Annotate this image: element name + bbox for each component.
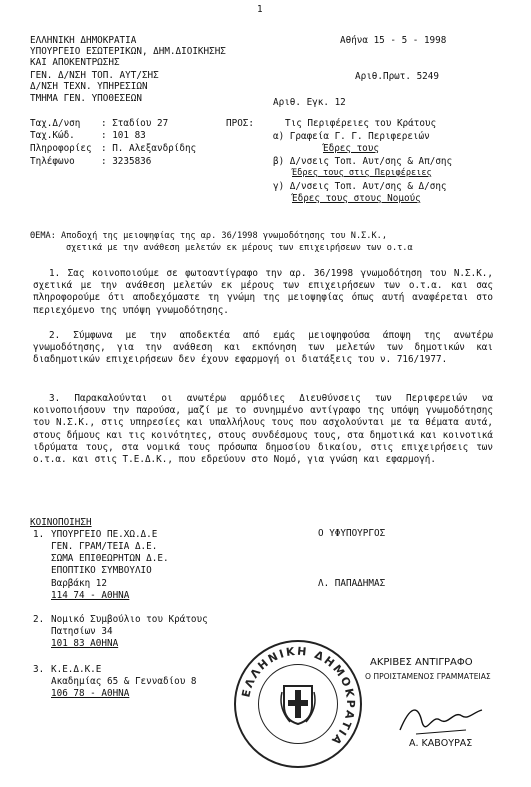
contact-label: Πληροφορίες [30,143,92,154]
contact-label: Τηλέφωνο [30,156,75,167]
distribution-line: 106 78 - ΑΘΗΝΑ [51,688,130,699]
certifier-role: Ο ΠΡΟΙΣΤΑΜΕΝΟΣ ΓΡΑΜΜΑΤΕΙΑΣ [365,672,491,681]
coat-of-arms-icon [280,682,316,726]
recipient-line: Τις Περιφέρειες του Κράτους [285,118,437,129]
distribution-number: 3. [33,664,45,675]
contact-value: : 101 83 [101,130,146,141]
contact-value: : Σταδίου 27 [101,118,169,129]
contact-label: Ταχ.Δ/νση [30,118,81,129]
paragraph-2: 2. Σύμφωνα με την αποδεκτέα από εμάς μειοψηφούσα άποψη της ανωτέρω γνωμοδότησης, για την ανάθεση και εκπόνηση των μελετών των δημοτικών και διαδημοτικών επιχειρήσεων δεν έχουν εφαρμογή οι διατάξεις του ν. 716/1977. [33,330,493,366]
recipient-location: Έδρες τους στις Περιφέρειες [292,168,432,178]
official-seal [234,640,362,768]
page-number: 1 [257,4,263,15]
recipient-location: Έδρες τους στους Νομούς [292,193,421,204]
authority-line: ΚΑΙ ΑΠΟΚΕΝΤΡΩΣΗΣ [30,57,120,68]
recipient-location: Έδρες τους [323,143,379,154]
circular-number: Αριθ. Εγκ. 12 [273,97,346,108]
certifier-name: Α. ΚΑΒΟΥΡΑΣ [409,738,473,749]
authority-line: ΓΕΝ. Δ/ΝΣΗ ΤΟΠ. ΑΥΤ/ΣΗΣ [30,70,159,81]
document-date: Αθήνα 15 - 5 - 1998 [340,35,447,46]
signatory-name: Λ. ΠΑΠΑΔΗΜΑΣ [318,578,386,589]
contact-value: : Π. Αλεξανδρίδης [101,143,197,154]
distribution-line: Πατησίων 34 [51,626,113,637]
distribution-line: Νομικό Συμβούλιο του Κράτους [51,614,208,625]
authority-line: ΤΜΗΜΑ ΓΕΝ. ΥΠΟΘΕΣΕΩΝ [30,93,142,104]
distribution-number: 2. [33,614,45,625]
subject-line: ΘΕΜΑ: Αποδοχή της μειοψηφίας της αρ. 36/1998 γνωμοδότησης του Ν.Σ.Κ., [30,231,387,241]
distribution-number: 1. [33,529,45,540]
distribution-line: ΣΩΜΑ ΕΠΙΘΕΩΡΗΤΩΝ Δ.Ε. [51,553,169,564]
distribution-line: 114 74 - ΑΘΗΝΑ [51,590,130,601]
handwritten-signature [396,700,486,740]
recipient-line: β) Δ/νσεις Τοπ. Αυτ/σης & Απ/σης [273,156,453,167]
distribution-line: ΕΠΟΠΤΙΚΟ ΣΥΜΒΟΥΛΙΟ [51,565,152,576]
subject-line: σχετικά με την ανάθεση μελετών εκ μέρους των επιχειρήσεων των ο.τ.α [66,243,413,253]
protocol-number: Αριθ.Πρωτ. 5249 [355,71,439,82]
distribution-heading: ΚΟΙΝΟΠΟΙΗΣΗ [30,517,92,528]
distribution-line: Κ.Ε.Δ.Κ.Ε [51,664,102,675]
authority-line: ΕΛΛΗΝΙΚΗ ΔΗΜΟΚΡΑΤΙΑ [30,35,137,46]
signatory-title: Ο ΥΦΥΠΟΥΡΓΟΣ [318,528,386,539]
recipient-line: γ) Δ/νσεις Τοπ. Αυτ/σης & Δ/σης [273,181,447,192]
distribution-line: Ακαδημίας 65 & Γενναδίου 8 [51,676,197,687]
contact-value: : 3235836 [101,156,152,167]
authority-line: Δ/ΝΣΗ ΤΕΧΝ. ΥΠΗΡΕΣΙΩΝ [30,81,148,92]
distribution-line: ΥΠΟΥΡΓΕΙΟ ΠΕ.ΧΩ.Δ.Ε [51,529,158,540]
distribution-line: Βαρβάκη 12 [51,578,107,589]
contact-label: Ταχ.Κώδ. [30,130,75,141]
recipient-line: α) Γραφεία Γ. Γ. Περιφερειών [273,131,430,142]
distribution-line: 101 83 ΑΘΗΝΑ [51,638,119,649]
recipients-label: ΠΡΟΣ: [226,118,254,129]
paragraph-1: 1. Σας κοινοποιούμε σε φωτοαντίγραφο την αρ. 36/1998 γνωμοδότηση του Ν.Σ.Κ., σχετικά με την ανάθεση μελετών εκ μέρους των επιχειρήσεων των ο.τ.α. και σας πληροφορούμε ότι αποδεχόμαστε τη γνώμη της μειοψηφίας όπως αυτή αναφέρεται στο περιεχόμενο της υπόψη γνωμοδότησης. [33,268,493,316]
distribution-line: ΓΕΝ. ΓΡΑΜ/ΤΕΙΑ Δ.Ε. [51,541,158,552]
authority-line: ΥΠΟΥΡΓΕΙΟ ΕΣΩΤΕΡΙΚΩΝ, ΔΗΜ.ΔΙΟΙΚΗΣΗΣ [30,46,226,57]
certified-copy-stamp: ΑΚΡΙΒΕΣ ΑΝΤΙΓΡΑΦΟ [370,657,473,668]
seal-text: ΕΛΛΗΝΙΚΗ ΔΗΜΟΚΡΑΤΙΑ [239,644,358,749]
paragraph-3: 3. Παρακαλούνται οι ανωτέρω αρμόδιες Διευθύνσεις των Περιφερειών να κοινοποιήσουν την παρούσα, μαζί με το συνημμένο αντίγραφο της υπόψη γνωμοδότησης του Ν.Σ.Κ., στις υπηρεσίες και υπαλλήλους τους που ασχολούνται με τα θέματα αυτά, στους δήμους και τις κοινότητες, στους συνδέσμους τους, στα δημοτικά και κοινοτικά ιδρύματα τους, στα νομικά τους πρόσωπα δημοσίου δικαίου, στις επιχειρήσεις των ο.τ.α. και στις Τ.Ε.Δ.Κ., που εδρεύουν στο Νομό, για γνώση και εφαρμογή. [33,393,493,466]
